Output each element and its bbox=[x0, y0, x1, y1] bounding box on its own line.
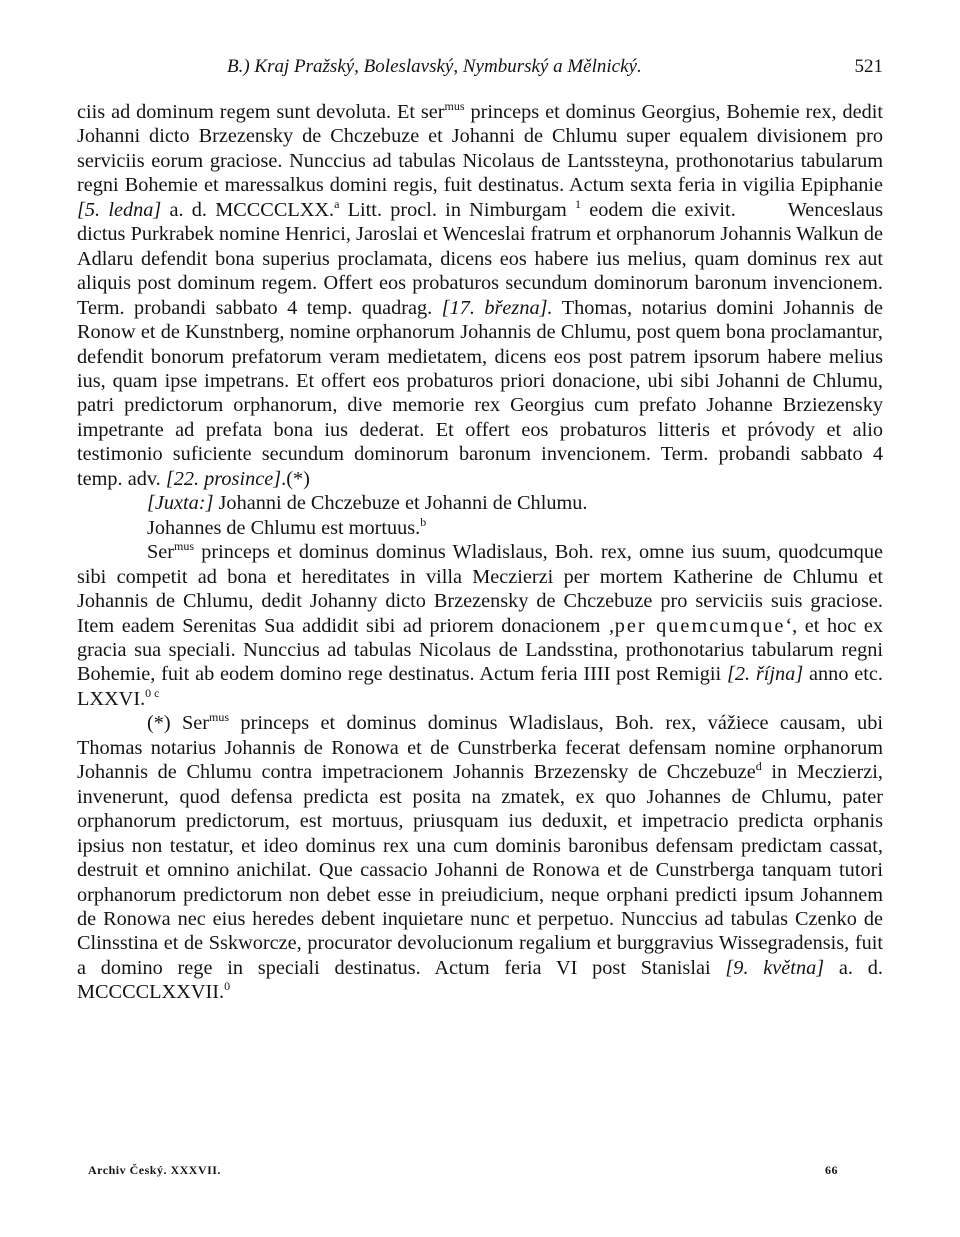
superscript: mus bbox=[209, 710, 230, 725]
text-run: Litt. procl. in Nimburgam bbox=[339, 198, 576, 221]
paragraph-3 bbox=[77, 516, 883, 540]
paragraph-2 bbox=[77, 491, 883, 515]
spaced-text: per quemcumque bbox=[614, 614, 786, 637]
superscript: mus bbox=[444, 99, 465, 113]
text-run: Ser bbox=[147, 541, 175, 564]
paragraph-5 bbox=[77, 711, 883, 1004]
juxta-label: [Juxta:] bbox=[147, 492, 214, 515]
text-run: ‘, et hoc ex gracia sua speciali. Nunccius ad tabulas Nicolaus de Landsstina, prothonotarius tabularum regni Bohemie, fuit ab eodem domino rege destinatus. Actum feria IIII post Remigii bbox=[77, 614, 883, 686]
text-run: princeps et dominus dominus Wladislaus, Boh. rex, omne ius suum, quodcumque sibi competit ad bona et hereditates in villa Meczierzi per mortem Katherine de Chlumu et Johannis de Chlumu, dedit Johanny dicto Brzezensky de Chczebuze pro serviciis suis graciose. Item eadem Serenitas Sua addidit sibi ad priorem donacionem ‚ bbox=[77, 541, 883, 637]
date-annotation: [2. října] bbox=[726, 663, 804, 686]
date-annotation: [9. května] bbox=[725, 956, 825, 979]
text-run: anno etc. LXXVI. bbox=[77, 663, 883, 710]
text-run: eodem die exivit. bbox=[581, 198, 736, 221]
page-footer bbox=[88, 1163, 838, 1181]
signature-mark: Archiv Český. XXXVII. bbox=[88, 1163, 221, 1177]
text-run: Johanni de Chczebuze et Johanni de Chlumu. bbox=[213, 492, 588, 515]
text-run: Johannes de Chlumu est mortuus. bbox=[147, 516, 421, 539]
running-title: B.) Kraj Pražský, Boleslavský, Nymburský a Mělnický. bbox=[227, 56, 642, 77]
date-annotation: [22. prosince] bbox=[165, 467, 282, 490]
paragraph-4 bbox=[77, 540, 883, 711]
superscript: mus bbox=[174, 539, 195, 554]
page-number: 521 bbox=[854, 56, 883, 77]
text-run: (*) Ser bbox=[147, 712, 210, 735]
text-run: princeps et dominus dominus Wladislaus, Boh. rex, vážiece causam, ubi Thomas notarius Johannis de Ronowa et de Cunstrberka fecerat defensam nomine orphanorum Johannis de Chlumu contra impetracionem Johannis Brzezensky de Chczebuze bbox=[77, 712, 883, 784]
footnote-mark: a bbox=[334, 196, 340, 211]
text-run: a. d. MCCCCLXXVII. bbox=[77, 956, 883, 1004]
text-run: Thomas, notarius domini Johannis de Ronow et de Kunstnberg, nomine orphanorum Johannis de Chlumu, post quem bona proclamantur, defendit bonorum prefatorum veram medietatem, dicens eos post patrem ipsorum habere melius ius, quam ipse impetrans. Et offert eos probaturos priori donacione, ubi sibi Johanni de Chlumu, patri predictorum orphanorum, dive memorie rex Georgius cum prefato Johanne Brziezensky impetrante ad prefata bona ius dederat. Et offert eos probaturos litteris et próvody et alio testimonio suficiente secundum dominorum baronum invencionem. Term. probandi sabbato 4 temp. adv. bbox=[77, 296, 883, 490]
sheet-number: 66 bbox=[825, 1163, 838, 1177]
footnote-mark: 0 c bbox=[145, 685, 160, 700]
paragraph-1 bbox=[77, 100, 883, 491]
footnote-mark: 1 bbox=[575, 196, 582, 211]
text-run: .(*) bbox=[281, 467, 310, 490]
text-run: princeps et dominus Georgius, Bohemie rex, dedit Johanni dicto Brzezensky de Chczebuze et Johanni de Chlumu super equalem divisionem pro serviciis eorum graciose. Nunccius ad tabulas Nicolaus de Lantssteyna, prothonotarius tabularum regni Bohemie et maressalkus domini regis, fuit destinatus. Actum sexta feria in vigilia Epiphanie bbox=[77, 101, 883, 197]
text-run: Wenceslaus dictus Purkrabek nomine Henrici, Jaroslai et Wenceslai fratrum et orphanorum Johannis Walkun de Adlaru defendit bona superius proclamata, dicens eos habere ius melius, quam dominus rex aut aliquis post dominum regem. Offert eos probaturos secundum dominorum baronum invencionem. Term. probandi sabbato 4 temp. quadrag. bbox=[77, 198, 884, 319]
body-text bbox=[77, 100, 883, 1005]
date-annotation: [17. března]. bbox=[441, 296, 553, 319]
footnote-mark: b bbox=[420, 514, 427, 529]
text-run: a. d. MCCCCLXX. bbox=[161, 198, 335, 221]
text-run: in Meczierzi, invenerunt, quod defensa predicta est posita na zmatek, ex quo Johannes de Chlumu, pater orphanorum predictorum, est mortuus, priusquam ius deduxit, et impetracio predicta orphanis ipsius non testatur, et ideo dominus rex una cum dominis baronibus defensam predictam cassat, destruit et omnino anichilat. Que cassacio Johanni de Ronowa et de Cunstrberga tanquam tutori orphanorum predictorum non debet esse in preiudicium, neque orphani predicti ipsum Johannem de Ronowa nec eius heredes debent inquietare nunc et perpetuo. Nunccius ad tabulas Czenko de Clinsstina et de Sskworcze, procurator devolucionum regalium et burggravius Wissegradensis, fuit a domino rege in speciali destinatus. Actum feria VI post Stanislai bbox=[77, 761, 883, 979]
footnote-mark: 0 bbox=[224, 979, 231, 994]
date-annotation: [5. ledna] bbox=[77, 198, 162, 221]
running-header bbox=[77, 56, 883, 82]
footnote-mark: d bbox=[755, 759, 762, 774]
text-run: ciis ad dominum regem sunt devoluta. Et ser bbox=[77, 101, 445, 123]
